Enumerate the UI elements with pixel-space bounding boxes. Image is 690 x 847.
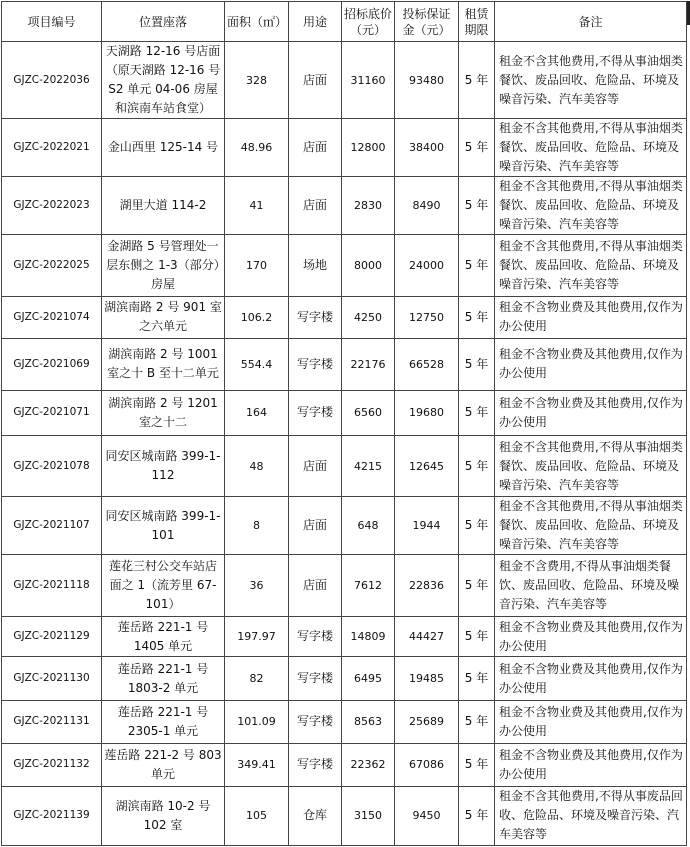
deposit-cell: 66528 xyxy=(395,338,459,390)
table-row xyxy=(2,177,687,235)
location-cell: 莲花三村公交车站店面之 1（流芳里 67-101） xyxy=(102,555,225,617)
area-cell: 349.41 xyxy=(225,743,289,786)
base-price-cell: 3150 xyxy=(342,786,395,845)
location-cell: 金湖路 5 号管理处一层东侧之 1-3（部分）房屋 xyxy=(102,235,225,296)
usage-cell: 店面 xyxy=(289,497,342,555)
header-usage: 用途 xyxy=(289,2,342,42)
table-row xyxy=(2,435,687,496)
table-row xyxy=(2,497,687,555)
remarks-cell: 租金不含物业费及其他费用,仅作为办公使用 xyxy=(495,338,687,390)
base-price-cell: 22176 xyxy=(342,338,395,390)
deposit-cell: 67086 xyxy=(395,743,459,786)
usage-cell: 写字楼 xyxy=(289,338,342,390)
location-cell: 湖滨南路 2 号 1001 室之十 B 至十二单元 xyxy=(102,338,225,390)
table-row xyxy=(2,555,687,617)
remarks-cell: 租金不含其他费用,不得从事油烟类餐饮、废品回收、危险品、环境及噪音污染、汽车美容等 xyxy=(495,435,687,496)
usage-cell: 写字楼 xyxy=(289,700,342,743)
area-cell: 101.09 xyxy=(225,700,289,743)
base-price-cell: 8000 xyxy=(342,235,395,296)
base-price-cell: 31160 xyxy=(342,42,395,119)
deposit-cell: 12750 xyxy=(395,296,459,338)
project-id-cell: GJZC-2021139 xyxy=(2,786,102,845)
usage-cell: 场地 xyxy=(289,235,342,296)
area-cell: 554.4 xyxy=(225,338,289,390)
remarks-cell: 租金不含其他费用,不得从事油烟类餐饮、废品回收、危险品、环境及噪音污染、汽车美容等 xyxy=(495,497,687,555)
location-cell: 湖滨南路 10-2 号 102 室 xyxy=(102,786,225,845)
header-row xyxy=(2,2,687,42)
project-id-cell: GJZC-2021074 xyxy=(2,296,102,338)
deposit-cell: 1944 xyxy=(395,497,459,555)
lease-term-cell: 5 年 xyxy=(459,617,495,657)
table-row xyxy=(2,42,687,119)
deposit-cell: 25689 xyxy=(395,700,459,743)
deposit-cell: 93480 xyxy=(395,42,459,119)
table-row xyxy=(2,119,687,177)
area-cell: 170 xyxy=(225,235,289,296)
base-price-cell: 2830 xyxy=(342,177,395,235)
remarks-cell: 租金不含其他费用,不得从事废品回收、危险品、环境及噪音污染、汽车美容等 xyxy=(495,786,687,845)
area-cell: 48 xyxy=(225,435,289,496)
lease-term-cell: 5 年 xyxy=(459,786,495,845)
usage-cell: 写字楼 xyxy=(289,617,342,657)
lease-term-cell: 5 年 xyxy=(459,555,495,617)
usage-cell: 店面 xyxy=(289,435,342,496)
location-cell: 同安区城南路 399-1-101 xyxy=(102,497,225,555)
deposit-cell: 19485 xyxy=(395,657,459,700)
usage-cell: 写字楼 xyxy=(289,657,342,700)
deposit-cell: 44427 xyxy=(395,617,459,657)
location-cell: 湖滨南路 2 号 1201 室之十二 xyxy=(102,390,225,435)
remarks-cell: 租金不含其他费用,不得从事油烟类餐饮、废品回收、危险品、环境及噪音污染、汽车美容等 xyxy=(495,235,687,296)
header-base-price: 招标底价（元） xyxy=(342,2,395,42)
remarks-cell: 租金不含其他费用,不得从事油烟类餐饮、废品回收、危险品、环境及噪音污染、汽车美容等 xyxy=(495,42,687,119)
lease-term-cell: 5 年 xyxy=(459,700,495,743)
base-price-cell: 6495 xyxy=(342,657,395,700)
project-id-cell: GJZC-2021131 xyxy=(2,700,102,743)
location-cell: 天湖路 12-16 号店面（原天湖路 12-16 号 S2 单元 04-06 房屋和滨南车站食堂） xyxy=(102,42,225,119)
project-id-cell: GJZC-2022036 xyxy=(2,42,102,119)
area-cell: 328 xyxy=(225,42,289,119)
header-area: 面积（㎡） xyxy=(225,2,289,42)
location-cell: 湖滨南路 2 号 901 室之六单元 xyxy=(102,296,225,338)
area-cell: 48.96 xyxy=(225,119,289,177)
table-row xyxy=(2,296,687,338)
header-deposit: 投标保证金（元） xyxy=(395,2,459,42)
lease-term-cell: 5 年 xyxy=(459,657,495,700)
location-cell: 莲岳路 221-2 号 803 单元 xyxy=(102,743,225,786)
remarks-cell: 租金不含物业费及其他费用,仅作为办公使用 xyxy=(495,296,687,338)
project-id-cell: GJZC-2021132 xyxy=(2,743,102,786)
lease-term-cell: 5 年 xyxy=(459,390,495,435)
lease-term-cell: 5 年 xyxy=(459,42,495,119)
area-cell: 197.97 xyxy=(225,617,289,657)
lease-term-cell: 5 年 xyxy=(459,497,495,555)
project-id-cell: GJZC-2021107 xyxy=(2,497,102,555)
remarks-cell: 租金不含物业费及其他费用,仅作为办公使用 xyxy=(495,390,687,435)
base-price-cell: 648 xyxy=(342,497,395,555)
project-id-cell: GJZC-2021078 xyxy=(2,435,102,496)
project-id-cell: GJZC-2021130 xyxy=(2,657,102,700)
lease-term-cell: 5 年 xyxy=(459,435,495,496)
base-price-cell: 4250 xyxy=(342,296,395,338)
remarks-cell: 租金不含物业费及其他费用,仅作为办公使用 xyxy=(495,657,687,700)
table-row xyxy=(2,786,687,845)
lease-term-cell: 5 年 xyxy=(459,119,495,177)
usage-cell: 店面 xyxy=(289,177,342,235)
remarks-cell: 租金不含物业费及其他费用,仅作为办公使用 xyxy=(495,617,687,657)
table-row xyxy=(2,617,687,657)
lease-term-cell: 5 年 xyxy=(459,235,495,296)
usage-cell: 店面 xyxy=(289,119,342,177)
deposit-cell: 38400 xyxy=(395,119,459,177)
lease-term-cell: 5 年 xyxy=(459,177,495,235)
usage-cell: 仓库 xyxy=(289,786,342,845)
remarks-cell: 租金不含其他费用,不得从事油烟类餐饮、废品回收、危险品、环境及噪音污染、汽车美容等 xyxy=(495,119,687,177)
deposit-cell: 19680 xyxy=(395,390,459,435)
deposit-cell: 22836 xyxy=(395,555,459,617)
base-price-cell: 7612 xyxy=(342,555,395,617)
header-lease-term: 租赁期限 xyxy=(459,2,495,42)
location-cell: 湖里大道 114-2 xyxy=(102,177,225,235)
header-project-id: 项目编号 xyxy=(2,2,102,42)
location-cell: 莲岳路 221-1 号 2305-1 单元 xyxy=(102,700,225,743)
area-cell: 82 xyxy=(225,657,289,700)
lease-term-cell: 5 年 xyxy=(459,296,495,338)
base-price-cell: 4215 xyxy=(342,435,395,496)
area-cell: 8 xyxy=(225,497,289,555)
table-row xyxy=(2,390,687,435)
location-cell: 同安区城南路 399-1-112 xyxy=(102,435,225,496)
usage-cell: 店面 xyxy=(289,555,342,617)
deposit-cell: 8490 xyxy=(395,177,459,235)
project-id-cell: GJZC-2022025 xyxy=(2,235,102,296)
area-cell: 164 xyxy=(225,390,289,435)
remarks-cell: 租金不含物业费及其他费用,仅作为办公使用 xyxy=(495,700,687,743)
deposit-cell: 9450 xyxy=(395,786,459,845)
project-id-cell: GJZC-2022023 xyxy=(2,177,102,235)
lease-term-cell: 5 年 xyxy=(459,338,495,390)
base-price-cell: 12800 xyxy=(342,119,395,177)
project-id-cell: GJZC-2021118 xyxy=(2,555,102,617)
area-cell: 105 xyxy=(225,786,289,845)
deposit-cell: 12645 xyxy=(395,435,459,496)
usage-cell: 写字楼 xyxy=(289,296,342,338)
project-id-cell: GJZC-2021069 xyxy=(2,338,102,390)
table-row xyxy=(2,338,687,390)
remarks-cell: 租金不含费用,不得从事油烟类餐饮、废品回收、危险品、环境及噪音污染、汽车美容等 xyxy=(495,555,687,617)
base-price-cell: 22362 xyxy=(342,743,395,786)
rental-listing-table xyxy=(1,1,687,846)
area-cell: 36 xyxy=(225,555,289,617)
table-row xyxy=(2,235,687,296)
area-cell: 106.2 xyxy=(225,296,289,338)
header-remarks: 备注 xyxy=(495,2,687,42)
remarks-cell: 租金不含物业费及其他费用,仅作为办公使用 xyxy=(495,743,687,786)
table-row xyxy=(2,743,687,786)
base-price-cell: 6560 xyxy=(342,390,395,435)
location-cell: 金山西里 125-14 号 xyxy=(102,119,225,177)
location-cell: 莲岳路 221-1 号 1405 单元 xyxy=(102,617,225,657)
remarks-cell: 租金不含其他费用,不得从事油烟类餐饮、废品回收、危险品、环境及噪音污染、汽车美容等 xyxy=(495,177,687,235)
base-price-cell: 14809 xyxy=(342,617,395,657)
usage-cell: 写字楼 xyxy=(289,390,342,435)
table-row xyxy=(2,657,687,700)
table-row xyxy=(2,700,687,743)
project-id-cell: GJZC-2021071 xyxy=(2,390,102,435)
base-price-cell: 8563 xyxy=(342,700,395,743)
project-id-cell: GJZC-2021129 xyxy=(2,617,102,657)
area-cell: 41 xyxy=(225,177,289,235)
lease-term-cell: 5 年 xyxy=(459,743,495,786)
location-cell: 莲岳路 221-1 号 1803-2 单元 xyxy=(102,657,225,700)
usage-cell: 店面 xyxy=(289,42,342,119)
project-id-cell: GJZC-2022021 xyxy=(2,119,102,177)
usage-cell: 写字楼 xyxy=(289,743,342,786)
deposit-cell: 24000 xyxy=(395,235,459,296)
header-location: 位置座落 xyxy=(102,2,225,42)
